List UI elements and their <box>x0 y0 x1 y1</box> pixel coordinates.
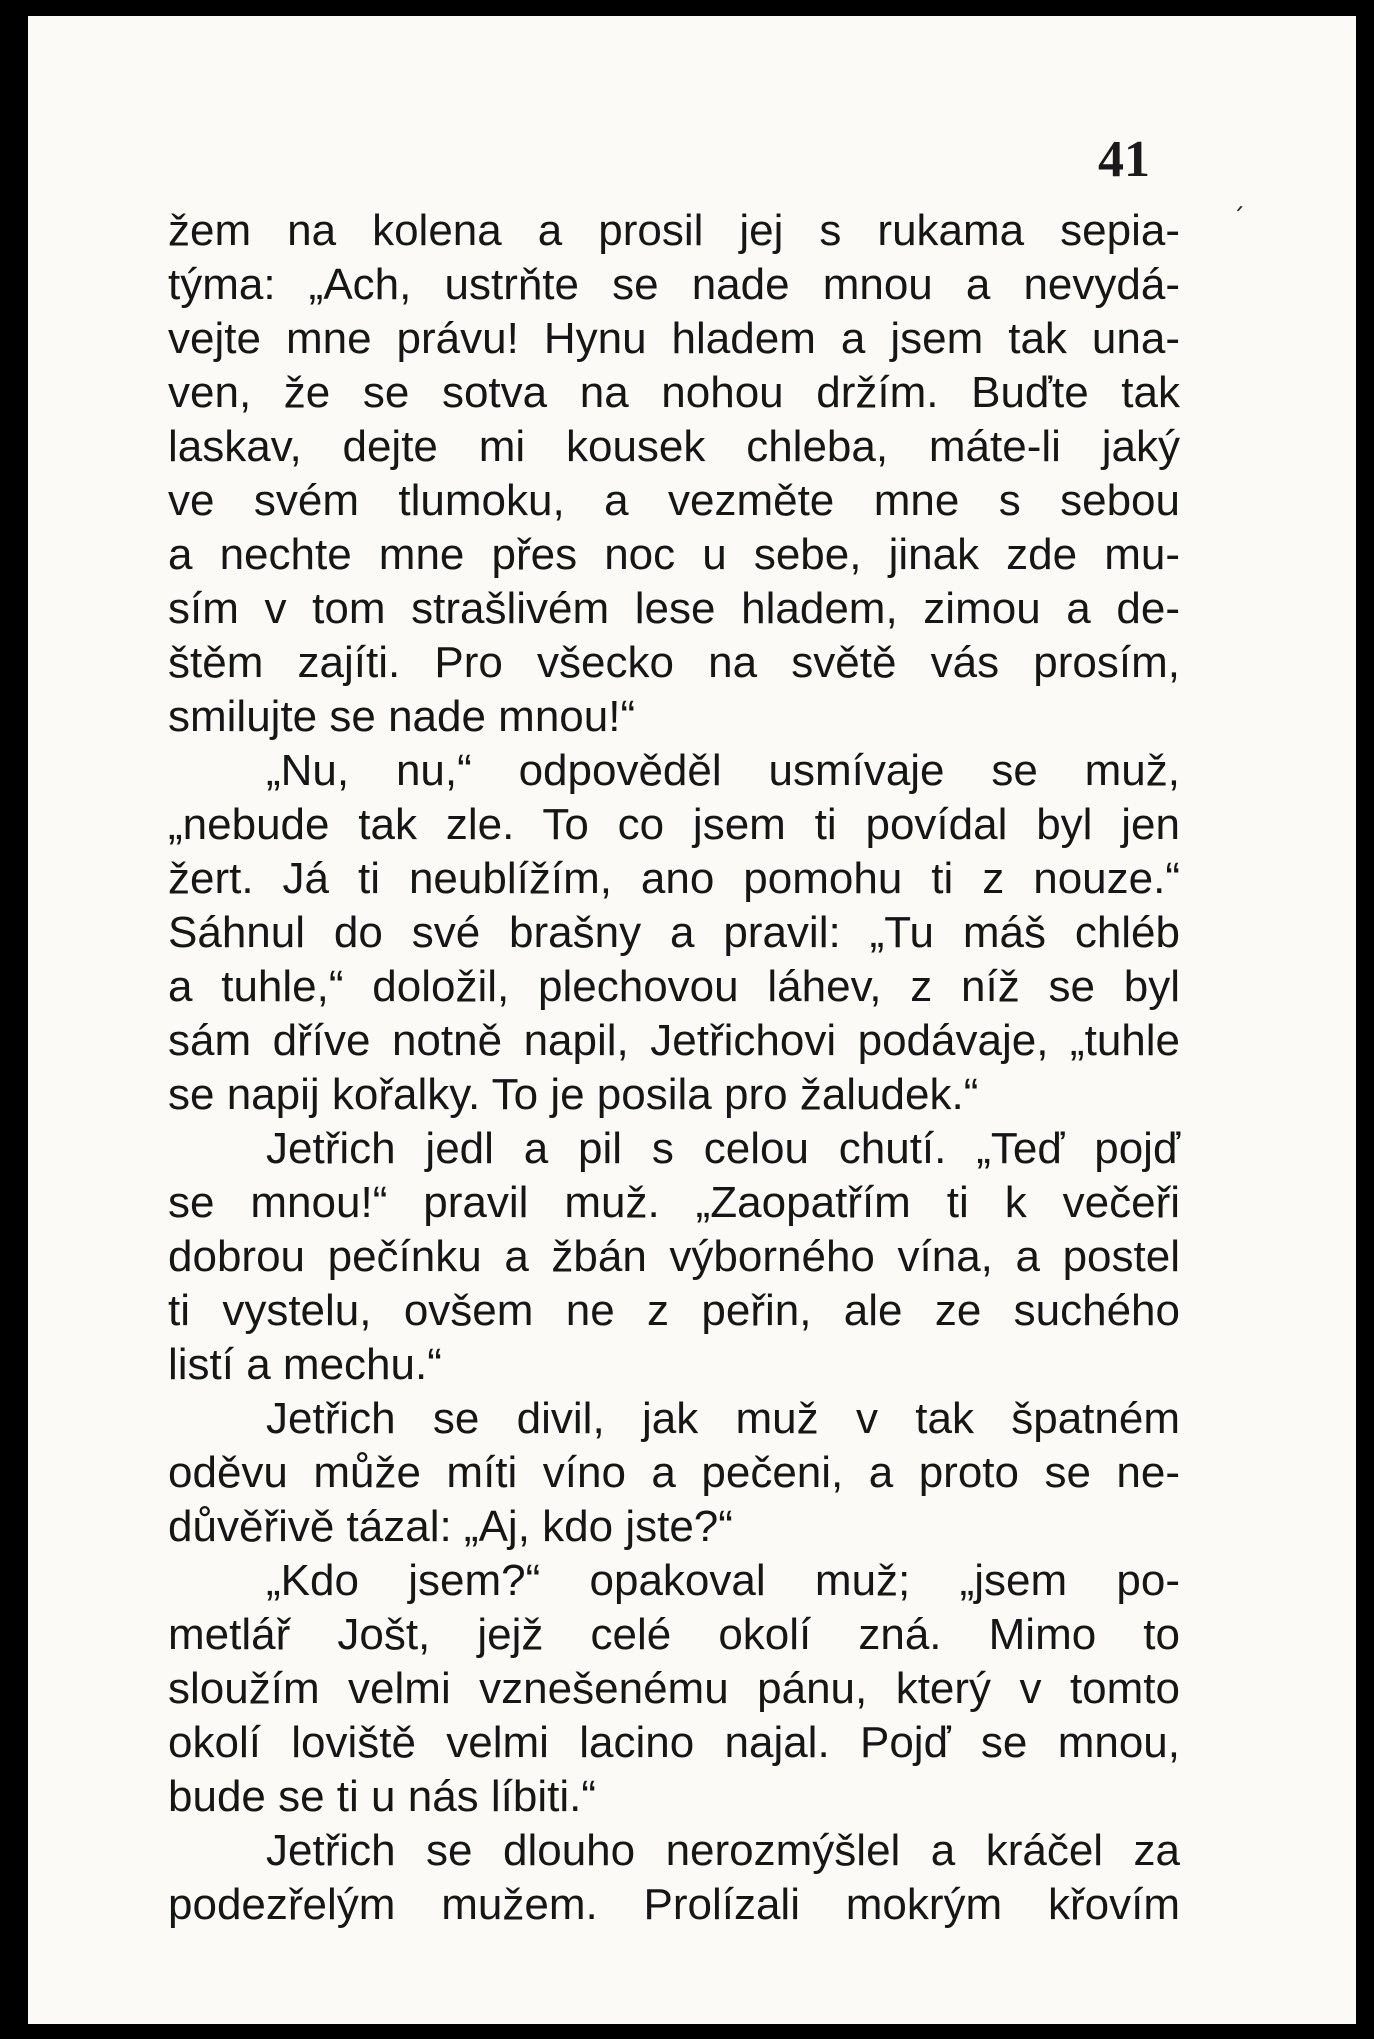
text-line: oděvu může míti víno a pečeni, a proto se ne- <box>168 1448 1180 1497</box>
book-page <box>28 16 1356 2024</box>
text-line: ve svém tlumoku, a vezměte mne s sebou <box>168 476 1180 525</box>
text-line: ven, že se sotva na nohou držím. Buďte tak <box>168 368 1180 417</box>
text-line: „Nu, nu,“ odpověděl usmívaje se muž, <box>266 746 1180 795</box>
text-line: týma: „Ach, ustrňte se nade mnou a nevydá- <box>168 260 1180 309</box>
body-text <box>168 204 1180 1932</box>
speck-mark: ´ <box>1232 204 1245 234</box>
text-line: bude se ti u nás líbiti.“ <box>168 1772 597 1821</box>
text-line: se napij kořalky. To je posila pro žaludek.“ <box>168 1070 979 1119</box>
text-line: Jetřich se dlouho nerozmýšlel a kráčel za <box>266 1826 1180 1875</box>
text-line: a nechte mne přes noc u sebe, jinak zde mu- <box>168 530 1180 579</box>
text-line: žem na kolena a prosil jej s rukama sepia- <box>168 206 1180 255</box>
text-line: laskav, dejte mi kousek chleba, máte-li jaký <box>168 422 1180 471</box>
text-line: „nebude tak zle. To co jsem ti povídal byl jen <box>168 800 1180 849</box>
text-line: ti vystelu, ovšem ne z peřin, ale ze suchého <box>168 1286 1180 1335</box>
text-line: vejte mne právu! Hynu hladem a jsem tak una- <box>168 314 1180 363</box>
text-line: sám dříve notně napil, Jetřichovi podávaje, „tuhle <box>168 1016 1180 1065</box>
page-number: 41 <box>1098 131 1150 188</box>
text-line: Sáhnul do své brašny a pravil: „Tu máš chléb <box>168 908 1180 957</box>
text-line: listí a mechu.“ <box>168 1340 442 1389</box>
text-line: sloužím velmi vznešenému pánu, který v tomto <box>168 1664 1180 1713</box>
text-line: podezřelým mužem. Prolízali mokrým křovím <box>168 1880 1180 1929</box>
text-line: důvěřivě tázal: „Aj, kdo jste?“ <box>168 1502 733 1551</box>
text-line: okolí loviště velmi lacino najal. Pojď se mnou, <box>168 1718 1180 1767</box>
text-line: štěm zajíti. Pro všecko na světě vás prosím, <box>168 638 1180 687</box>
text-line: smilujte se nade mnou!“ <box>168 692 636 741</box>
text-line: žert. Já ti neublížím, ano pomohu ti z nouze.“ <box>168 854 1180 903</box>
text-line: metlář Jošt, jejž celé okolí zná. Mimo to <box>168 1610 1180 1659</box>
text-line: Jetřich se divil, jak muž v tak špatném <box>266 1394 1180 1443</box>
text-line: Jetřich jedl a pil s celou chutí. „Teď pojď <box>266 1124 1180 1173</box>
text-line: a tuhle,“ doložil, plechovou láhev, z níž se byl <box>168 962 1180 1011</box>
text-line: dobrou pečínku a žbán výborného vína, a postel <box>168 1232 1180 1281</box>
text-line: „Kdo jsem?“ opakoval muž; „jsem po- <box>266 1556 1180 1605</box>
text-line: se mnou!“ pravil muž. „Zaopatřím ti k večeři <box>168 1178 1180 1227</box>
text-line: sím v tom strašlivém lese hladem, zimou a de- <box>168 584 1180 633</box>
